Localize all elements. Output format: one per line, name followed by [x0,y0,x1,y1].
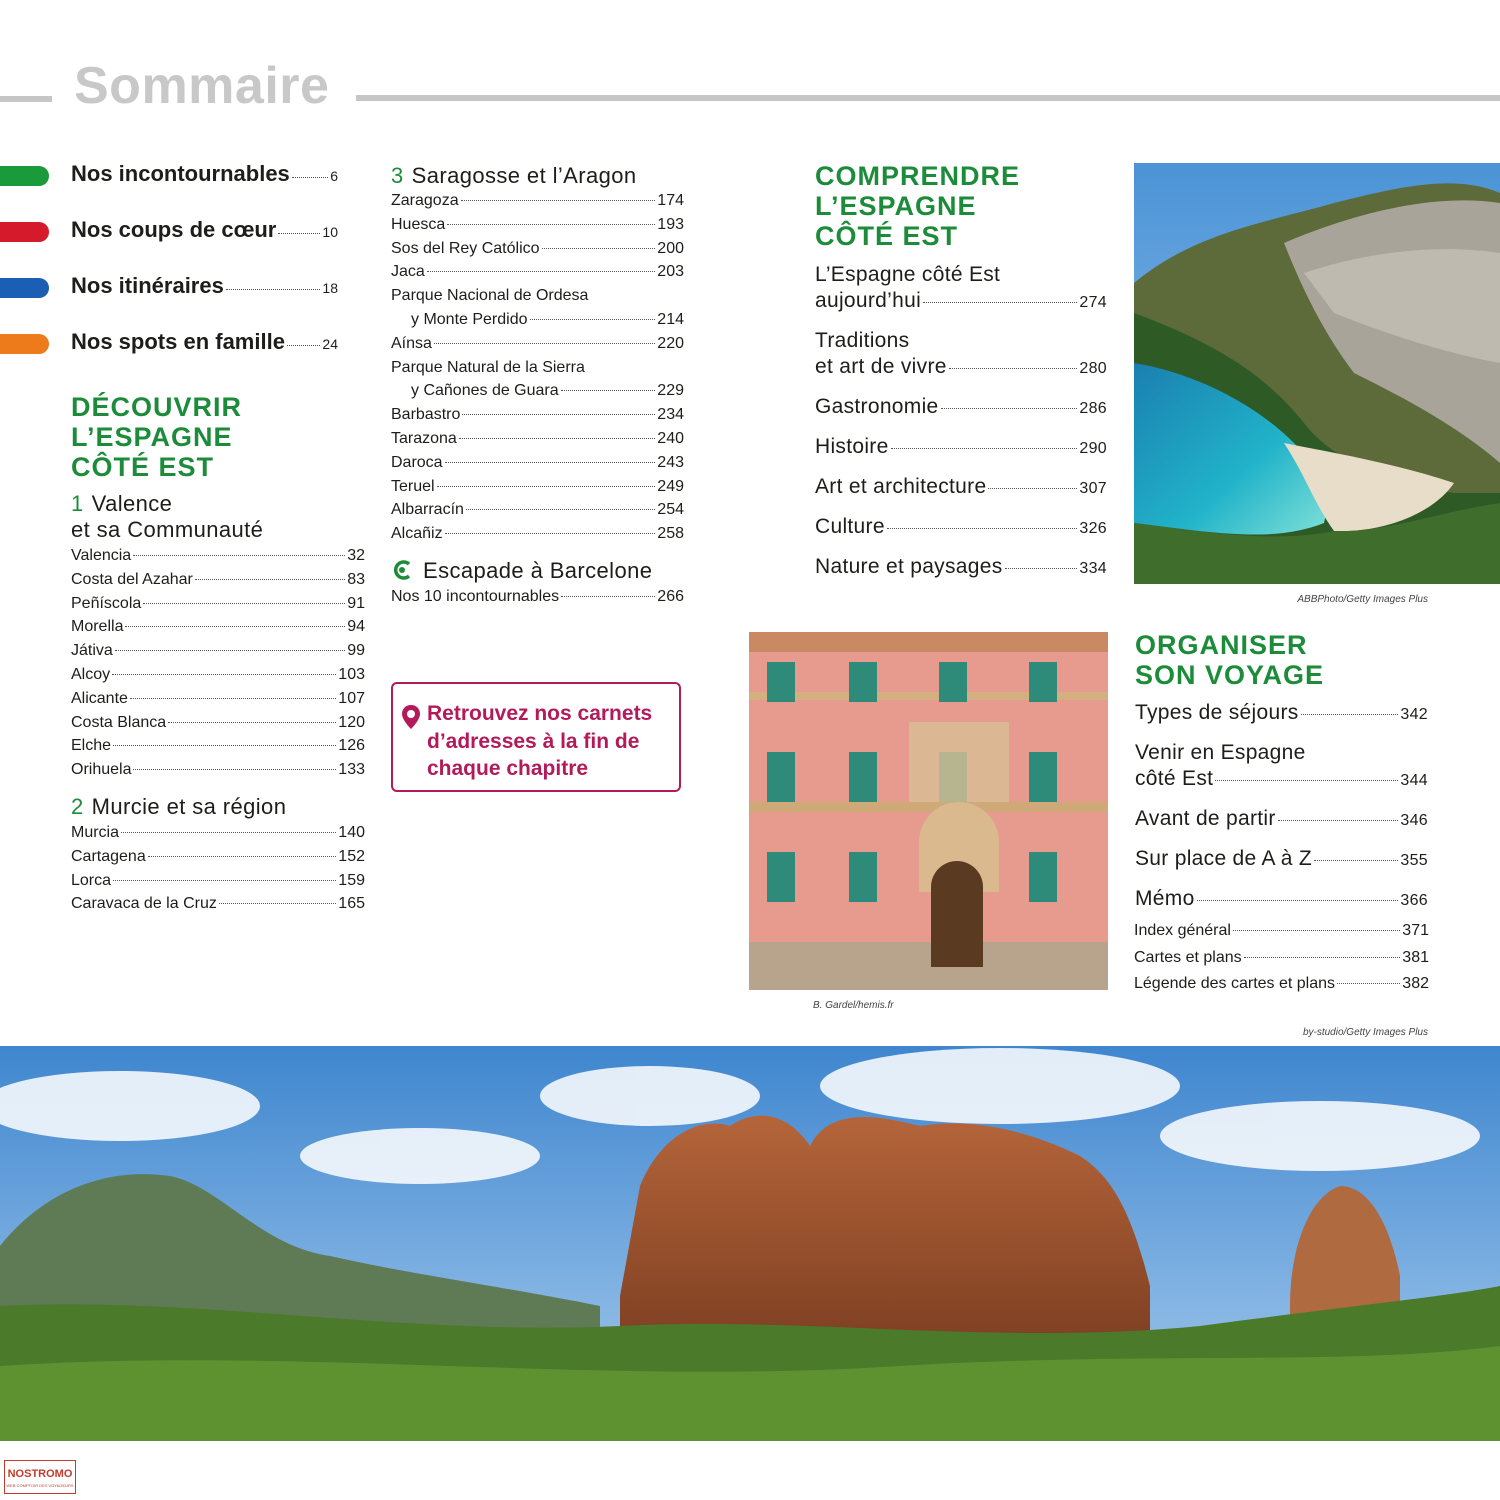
toc-entry-page: 266 [657,588,684,605]
photo-credit-palace: B. Gardel/hemis.fr [813,1000,894,1011]
chapter1-heading-line2: et sa Communauté [71,517,264,542]
toc-entry[interactable] [71,821,365,845]
section-entry-page: 307 [1079,480,1107,497]
toc-entry-page: 126 [338,737,365,755]
cove-photo [1134,163,1500,584]
section-entry-row [815,514,1107,542]
section-entry-row [815,434,1107,462]
leader-dots [195,579,345,580]
organise-list [1135,700,1428,926]
section-entry-label: Venir en Espagne [1135,741,1306,764]
logo-name: NOSTROMO [7,1468,73,1480]
leader-dots [949,368,1078,369]
toc-entry[interactable] [71,687,365,711]
leader-dots [427,271,656,272]
toc-entry-label: Teruel [391,477,435,495]
toc-entry[interactable] [391,522,684,546]
toc-entry-label: y Cañones de Guara [411,382,559,400]
toc-entry-label: Alcoy [71,665,111,683]
toc-entry-label: Parque Nacional de Ordesa [391,287,589,305]
section-entry-label: Avant de partir [1135,807,1276,830]
toc-entry-page: 99 [347,642,365,660]
toc-entry-label: Alcañiz [391,525,443,543]
section-entry[interactable] [1135,740,1428,794]
color-tab [0,278,49,298]
toc-entry[interactable] [71,734,365,758]
toc-entry[interactable] [71,758,365,782]
leader-dots [530,319,656,320]
toc-entry-label: Huesca [391,215,446,233]
section-entry-label: L’Espagne côté Est [815,263,1001,286]
intro-item-page: 10 [322,224,338,240]
discover-heading-line: L’ESPAGNE [71,422,233,452]
leader-dots [542,248,656,249]
discover-heading-line: CÔTÉ EST [71,452,215,482]
toc-entry-page: 107 [338,689,365,707]
toc-entry-label: Elche [71,737,112,755]
section-entry[interactable] [1135,846,1428,874]
toc-entry[interactable] [71,615,365,639]
chapter-title: Saragosse et l’Aragon [411,163,637,188]
section-entry-page: 326 [1079,520,1107,537]
section-entry-page: 286 [1079,400,1107,417]
toc-entry-page: 159 [338,871,365,889]
toc-entry-label: Játiva [71,642,113,660]
section-entry-row [1135,766,1428,794]
section-entry-row [815,474,1107,502]
toc-entry-label: Costa del Azahar [71,570,193,588]
leader-dots [287,345,320,346]
section-entry-row [1135,806,1428,834]
toc-entry-label: Daroca [391,453,443,471]
toc-entry-label: Caravaca de la Cruz [71,895,217,913]
toc-entry-label: Nos 10 incontournables [391,588,560,605]
toc-entry-page: 220 [657,334,684,352]
logo-tagline: WEB COMPTOIR DES VOYAGEURS [6,1483,74,1488]
intro-item-page: 18 [322,280,338,296]
section-entry-label: Histoire [815,435,889,458]
understand-list [815,262,1107,594]
toc-entry-label: Peñíscola [71,594,142,612]
chapter3-list [391,189,684,546]
intro-item-page: 24 [322,336,338,352]
section-entry-label: Types de séjours [1135,701,1299,724]
leader-dots [168,722,336,723]
toc-entry-page: 249 [657,477,684,495]
section-entry-label: Art et architecture [815,475,987,498]
callout-line: Retrouvez nos carnets [427,702,653,725]
toc-entry[interactable] [391,308,684,332]
callout-line: d’adresses à la fin de [427,729,640,753]
toc-entry[interactable] [391,379,684,403]
leader-dots [113,745,336,746]
section-entry-page: 342 [1400,706,1428,723]
toc-entry[interactable] [71,544,365,568]
header-rule-right [356,95,1500,101]
toc-entry-label: Albarracín [391,501,464,519]
leader-dots [121,832,336,833]
escapade-list [391,585,684,609]
toc-entry-page: 120 [338,713,365,731]
leader-dots [1215,780,1398,781]
leader-dots [1197,900,1399,901]
section-entry-label: Traditions [815,329,910,352]
toc-entry[interactable] [71,592,365,616]
toc-entry-label: Parque Natural de la Sierra [391,358,585,376]
leader-dots [1278,820,1399,821]
photo-credit-panorama: by-studio/Getty Images Plus [1302,1027,1428,1038]
photo-credit-cove: ABBPhoto/Getty Images Plus [1297,594,1428,605]
toc-entry-page: 32 [347,547,365,564]
section-entry-label: Gastronomie [815,395,939,418]
leader-dots [445,533,656,534]
toc-entry[interactable] [391,284,684,308]
section-entry-row [815,288,1107,316]
section-entry[interactable] [815,514,1107,542]
toc-entry-label: Cartes et plans [1134,948,1242,966]
leader-dots [462,414,655,415]
leader-dots [561,390,656,391]
toc-entry[interactable] [391,585,684,609]
toc-entry[interactable] [391,237,684,261]
section-entry-page: 346 [1400,812,1428,829]
section-entry[interactable] [815,474,1107,502]
organise-heading-line: SON VOYAGE [1135,660,1325,690]
toc-entry-page: 381 [1402,948,1429,966]
section-entry-page: 334 [1079,560,1107,577]
escapade-title: Escapade à Barcelone [423,558,653,583]
intro-item-label: Nos itinéraires [71,273,224,298]
intro-item[interactable] [71,329,338,355]
toc-entry-page: 371 [1402,922,1429,939]
section-entry[interactable] [815,328,1107,382]
toc-entry-label: Jaca [391,263,425,281]
toc-entry-page: 382 [1402,975,1429,992]
escapade-heading [391,558,652,587]
toc-entry[interactable] [71,892,365,916]
intro-item-label: Nos coups de cœur [71,217,277,242]
toc-entry[interactable] [71,639,365,663]
color-tab [0,222,49,242]
leader-dots [278,233,320,234]
toc-entry-page: 240 [657,429,684,447]
leader-dots [988,488,1077,489]
toc-entry[interactable] [1134,918,1429,945]
toc-entry[interactable] [391,213,684,237]
section-entry[interactable] [815,394,1107,422]
section-entry-label: Nature et paysages [815,555,1003,578]
toc-entry[interactable] [391,260,684,284]
toc-entry[interactable] [391,451,684,475]
index-list [1134,918,1429,998]
leader-dots [113,880,336,881]
leader-dots [143,603,345,604]
section-entry-page: 366 [1400,892,1428,909]
header-rule-left [0,96,52,102]
section-entry-label-line2: aujourd’hui [815,289,922,312]
leader-dots [148,856,337,857]
leader-dots [292,177,328,178]
toc-entry[interactable] [391,403,684,427]
section-entry[interactable] [815,434,1107,462]
toc-entry[interactable] [1134,971,1429,998]
leader-dots [1301,714,1399,715]
map-pin-icon [401,704,421,735]
understand-heading [815,161,1020,251]
section-entry-row [815,554,1107,582]
leader-dots [887,528,1078,529]
toc-entry-label: Zaragoza [391,192,459,209]
toc-entry[interactable] [71,663,365,687]
section-entry-page: 290 [1079,440,1107,457]
leader-dots [1233,930,1400,931]
toc-entry[interactable] [71,568,365,592]
chapter-number: 2 [71,794,84,819]
toc-entry-page: 243 [657,453,684,471]
leader-dots [125,626,345,627]
section-entry[interactable] [815,554,1107,582]
toc-entry-page: 200 [657,239,684,257]
toc-entry-page: 174 [657,192,684,209]
intro-item[interactable] [71,161,338,187]
toc-entry-page: 258 [657,525,684,543]
palace-photo [749,632,1108,990]
chapter1-heading [71,491,172,517]
toc-entry-page: 193 [657,215,684,233]
leader-dots [447,224,655,225]
toc-entry-label: Légende des cartes et plans [1134,975,1336,992]
section-entry-label-line2: et art de vivre [815,355,947,378]
color-tab [0,334,49,354]
toc-entry[interactable] [71,711,365,735]
section-entry-page: 280 [1079,360,1107,377]
leader-dots [466,509,655,510]
discover-heading [71,392,242,482]
chapter2-list [71,821,365,916]
leader-dots [1244,957,1401,958]
toc-entry-page: 94 [347,618,365,636]
section-entry-label: Culture [815,515,885,538]
toc-entry[interactable] [391,475,684,499]
toc-entry-label: Sos del Rey Católico [391,239,540,257]
chapter-number: 3 [391,163,404,188]
leader-dots [219,903,336,904]
toc-entry[interactable] [391,356,684,380]
toc-entry-label: Murcia [71,824,120,841]
leader-dots [112,674,336,675]
section-entry-row [1135,886,1428,914]
section-entry-page: 355 [1400,852,1428,869]
leader-dots [115,650,345,651]
toc-entry-label: Lorca [71,871,112,889]
toc-entry[interactable] [71,845,365,869]
section-entry-label: Sur place de A à Z [1135,847,1313,870]
toc-entry[interactable] [391,498,684,522]
section-entry-label-line2: côté Est [1135,767,1214,790]
section-entry-row [1135,700,1428,728]
toc-entry-label: Cartagena [71,847,146,865]
toc-entry-page: 140 [338,824,365,841]
intro-item-label: Nos incontournables [71,161,290,186]
escapade-icon [391,559,413,587]
toc-entry[interactable] [71,869,365,893]
toc-entry-label: Valencia [71,547,132,564]
chapter2-heading [71,794,286,820]
toc-entry-label: y Monte Perdido [411,310,528,328]
page-title: Sommaire [74,57,330,115]
section-entry-row [815,394,1107,422]
toc-entry-label: Costa Blanca [71,713,167,731]
toc-entry-page: 133 [338,761,365,779]
intro-item[interactable] [71,217,338,243]
leader-dots [445,462,656,463]
color-tab [0,166,49,186]
section-entry-row [815,354,1107,382]
section-entry[interactable] [1135,886,1428,914]
toc-entry-label: Orihuela [71,761,132,779]
leader-dots [561,596,655,597]
toc-entry[interactable] [391,189,684,213]
understand-heading-line: L’ESPAGNE [815,191,977,221]
section-entry[interactable] [1135,806,1428,834]
organise-heading [1135,630,1324,690]
leader-dots [461,200,656,201]
toc-entry-page: 91 [347,594,365,612]
toc-entry-page: 214 [657,310,684,328]
toc-entry-page: 103 [338,665,365,683]
toc-entry-label: Barbastro [391,406,461,424]
toc-entry-page: 254 [657,501,684,519]
leader-dots [434,343,655,344]
toc-entry[interactable] [1134,945,1429,972]
toc-entry-page: 83 [347,570,365,588]
leader-dots [133,555,345,556]
section-entry-page: 344 [1400,772,1428,789]
understand-heading-line: CÔTÉ EST [815,221,959,251]
toc-entry-label: Tarazona [391,429,457,447]
leader-dots [133,769,336,770]
organise-heading-line: ORGANISER [1135,630,1308,660]
leader-dots [226,289,321,290]
intro-item-page: 6 [330,168,338,184]
section-entry-label: Mémo [1135,887,1195,910]
leader-dots [923,302,1077,303]
discover-heading-line: DÉCOUVRIR [71,392,243,422]
chapter1-list [71,544,365,782]
toc-entry[interactable] [391,332,684,356]
chapter3-heading [391,163,637,189]
toc-entry-page: 234 [657,406,684,424]
toc-entry[interactable] [391,427,684,451]
toc-entry-page: 203 [657,263,684,281]
panorama-photo [0,1046,1500,1441]
leader-dots [1337,983,1400,984]
toc-entry-label: Morella [71,618,124,636]
nostromo-logo [4,1460,76,1494]
chapter-title: Valence [91,491,173,516]
toc-entry-label: Index général [1134,922,1231,939]
leader-dots [941,408,1078,409]
section-entry-page: 274 [1079,294,1107,311]
toc-entry-label: Alicante [71,689,128,707]
callout-line: chaque chapitre [427,757,589,780]
address-callout [391,682,681,792]
toc-entry-label: Aínsa [391,334,432,352]
understand-heading-line: COMPRENDRE [815,161,1021,191]
intro-item-label: Nos spots en famille [71,329,285,354]
leader-dots [130,698,336,699]
toc-entry-page: 152 [338,847,365,865]
chapter-title: Murcie et sa région [91,794,287,819]
leader-dots [891,448,1078,449]
section-entry-row [1135,846,1428,874]
toc-entry-page: 165 [338,895,365,913]
leader-dots [1314,860,1398,861]
leader-dots [459,438,655,439]
toc-entry-page: 229 [657,382,684,400]
section-entry[interactable] [815,262,1107,316]
leader-dots [1005,568,1078,569]
section-entry[interactable] [1135,700,1428,728]
intro-item[interactable] [71,273,338,299]
leader-dots [437,486,656,487]
chapter-number: 1 [71,491,84,516]
